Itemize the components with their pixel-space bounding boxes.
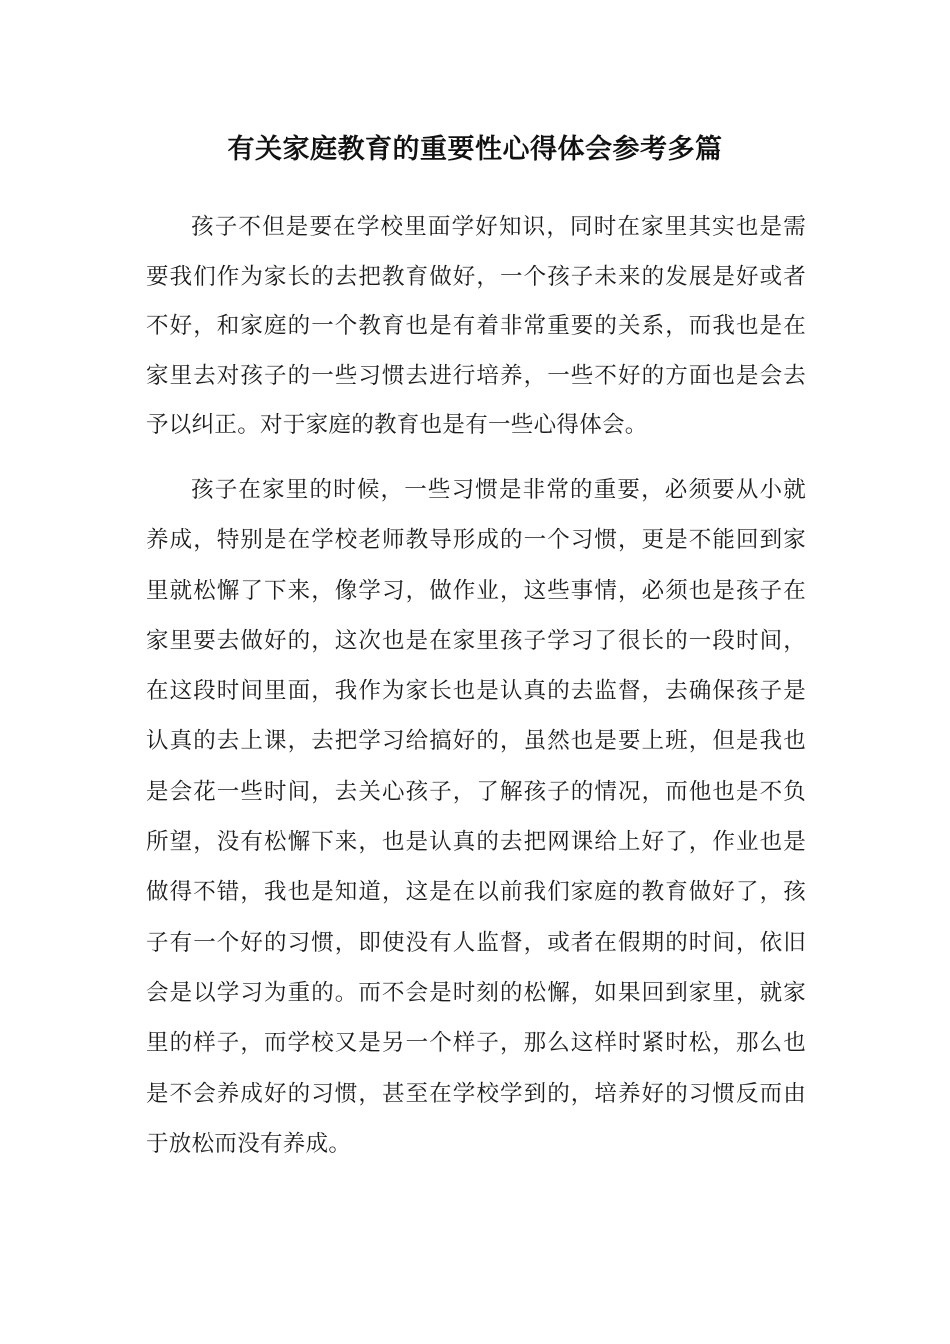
- paragraph-2: 孩子在家里的时候，一些习惯是非常的重要，必须要从小就养成，特别是在学校老师教导形成的一个习惯，更是不能回到家里就松懈了下来，像学习，做作业，这些事情，必须也是孩子在家里要去做好的，这次也是在家里孩子学习了很长的一段时间，在这段时间里面，我作为家长也是认真的去监督，去确保孩子是认真的去上课，去把学习给搞好的，虽然也是要上班，但是我也是会花一些时间，去关心孩子，了解孩子的情况，而他也是不负所望，没有松懈下来，也是认真的去把网课给上好了，作业也是做得不错，我也是知道，这是在以前我们家庭的教育做好了，孩子有一个好的习惯，即使没有人监督，或者在假期的时间，依旧会是以学习为重的。而不会是时刻的松懈，如果回到家里，就家里的样子，而学校又是另一个样子，那么这样时紧时松，那么也是不会养成好的习惯，甚至在学校学到的，培养好的习惯反而由于放松而没有养成。: [146, 477, 806, 1157]
- document-title: 有关家庭教育的重要性心得体会参考多篇: [227, 134, 723, 165]
- paragraph-1: 孩子不但是要在学校里面学好知识，同时在家里其实也是需要我们作为家长的去把教育做好，一个孩子未来的发展是好或者不好，和家庭的一个教育也是有着非常重要的关系，而我也是在家里去对孩子的一些习惯去进行培养，一些不好的方面也是会去予以纠正。对于家庭的教育也是有一些心得体会。: [146, 214, 806, 439]
